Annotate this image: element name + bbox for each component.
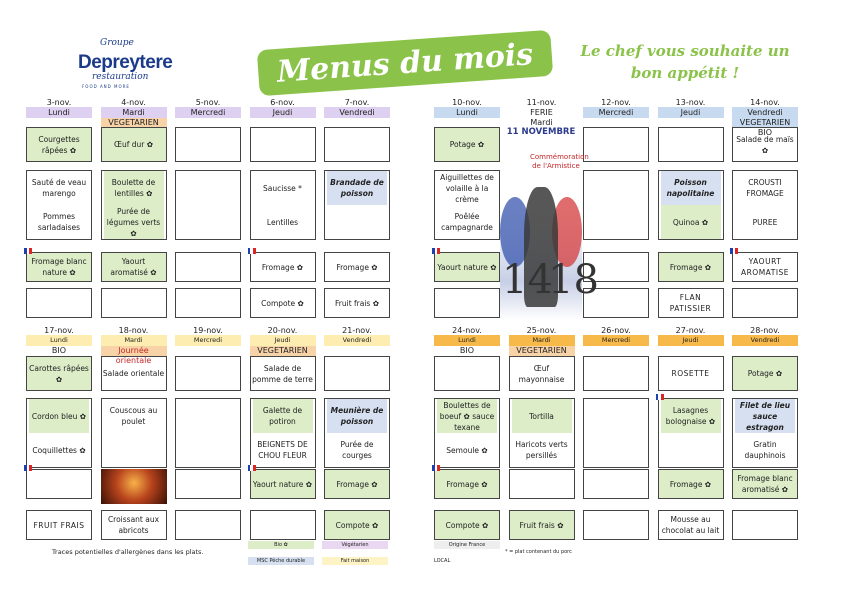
chef-line-2: bon appétit ! [630, 64, 740, 82]
menu-cell-entree [250, 356, 316, 391]
menu-cell-plat [583, 398, 649, 468]
day-date: 14-nov. [750, 98, 780, 107]
plat-main [178, 399, 238, 433]
cell-text: Carottes râpées ✿ [29, 363, 89, 384]
menu-cell-laitage [583, 469, 649, 499]
day-name: Jeudi [250, 107, 316, 118]
cell-text: Fromage blanc aromatisé ✿ [737, 474, 793, 494]
cell-text: ROSETTE [671, 369, 710, 378]
page-title: Menus du mois [275, 36, 535, 90]
menu-cell-plat [250, 398, 316, 468]
day-header-week1-0 [26, 98, 92, 128]
day-date: 25-nov. [526, 326, 557, 335]
cell-text: Fromage ✿ [336, 262, 378, 272]
menu-cell-laitage [26, 469, 92, 499]
day-name: Mercredi [583, 107, 649, 118]
cell-text: Potage ✿ [449, 140, 485, 149]
menu-cell-plat [658, 170, 724, 240]
menu-cell-entree [324, 356, 390, 391]
menu-cell-laitage [101, 252, 167, 282]
menu-cell-entree [732, 356, 798, 391]
menu-cell-laitage [26, 252, 92, 282]
poster-subtitle: Commémoration de l'Armistice [530, 153, 589, 170]
poster-title: 11 NOVEMBRE [506, 127, 576, 137]
title-banner [257, 30, 553, 96]
day-date: 27-nov. [675, 326, 706, 335]
menu-cell-dessert [324, 288, 390, 318]
menu-cell-dessert [658, 510, 724, 540]
day-date: 19-nov. [193, 326, 223, 335]
menu-cell-laitage [509, 469, 575, 499]
day-name: Mardi [101, 335, 167, 346]
day-tag: Mardi [530, 118, 553, 127]
plat-side: BEIGNETS DE CHOU FLEUR [257, 440, 308, 460]
legend-local: LOCAL [434, 558, 451, 564]
menu-cell-plat [583, 170, 649, 240]
menu-cell-entree [658, 356, 724, 391]
day-tag [175, 346, 241, 356]
menu-cell-plat [175, 170, 241, 240]
menu-cell-plat [509, 398, 575, 468]
plat-side [327, 205, 387, 239]
menu-cell-laitage [175, 252, 241, 282]
day-date: 17-nov. [44, 326, 74, 335]
plat-side: Haricots verts persillés [515, 440, 568, 460]
cell-text: Yaourt nature ✿ [437, 262, 497, 272]
day-header-week3-0 [26, 326, 92, 356]
day-name: Mercredi [583, 335, 649, 346]
origin-france-flag-icon [248, 465, 256, 471]
day-date: 7-nov. [344, 98, 370, 107]
plat-main: CROUSTI FROMAGE [746, 178, 784, 198]
menu-cell-dessert [26, 288, 92, 318]
origin-france-flag-icon [432, 465, 440, 471]
plat-side [178, 433, 238, 467]
menu-cell-entree [658, 127, 724, 162]
legend-porc: * = plat contenant du porc [505, 549, 572, 555]
cell-text: Salade de maïs ✿ [736, 134, 794, 155]
chef-message [575, 40, 795, 84]
cell-text: Fromage ✿ [261, 262, 304, 272]
day-date: 6-nov. [270, 98, 295, 107]
menu-cell-laitage [658, 252, 724, 282]
day-header-week3-2 [175, 326, 241, 356]
cell-text: Compote ✿ [335, 520, 379, 530]
menu-cell-laitage [175, 469, 241, 499]
day-header-week2-3 [658, 98, 724, 128]
logo-script-bottom: restauration [92, 72, 149, 82]
day-name: Vendredi [732, 335, 798, 346]
plat-main: Sauté de veau marengo [31, 178, 87, 198]
menu-cell-laitage [658, 469, 724, 499]
day-header-week2-4 [732, 98, 798, 137]
chef-line-1: Le chef vous souhaite un [580, 42, 790, 60]
cell-text: Fruit frais ✿ [519, 520, 564, 530]
menu-cell-plat [26, 170, 92, 240]
day-name: Vendredi [324, 107, 390, 118]
menu-cell-entree [26, 356, 92, 391]
plat-main: Aiguillettes de volaille à la crème [440, 172, 494, 204]
menu-cell-dessert [324, 510, 390, 540]
menu-cell-plat [324, 398, 390, 468]
day-name: FERIE [530, 108, 553, 117]
plat-main: Filet de lieu sauce estragon [735, 399, 795, 433]
cell-text: Yaourt aromatisé ✿ [110, 257, 157, 277]
cell-text: Compote ✿ [261, 298, 304, 308]
cell-text: Fromage ✿ [446, 479, 488, 489]
menu-cell-plat [101, 170, 167, 240]
origin-france-flag-icon [656, 394, 664, 400]
menu-cell-dessert [434, 288, 500, 318]
cell-text: Potage ✿ [747, 369, 783, 378]
plat-main: Tortilla [512, 399, 572, 433]
origin-france-flag-icon [24, 248, 32, 254]
plat-side: Lentilles [266, 217, 299, 227]
day-header-week2-0 [434, 98, 500, 128]
legend-origine: Origine France [434, 541, 500, 549]
menu-cell-dessert [434, 510, 500, 540]
day-tag: VEGETARIEN BIO [732, 118, 798, 128]
menu-cell-plat [101, 398, 167, 468]
day-header-week3-3 [250, 326, 316, 356]
cell-text: Œuf dur ✿ [113, 140, 154, 149]
day-name: Jeudi [658, 107, 724, 118]
plat-main [178, 171, 238, 205]
plat-main [586, 399, 646, 433]
cell-text: Fromage ✿ [336, 479, 378, 489]
menu-cell-laitage [434, 252, 500, 282]
day-tag: Journée orientale [101, 346, 167, 356]
poster-year-left: 14 [502, 257, 553, 303]
cell-text: FRUIT FRAIS [33, 520, 85, 530]
menu-cell-entree [175, 356, 241, 391]
plat-side: PUREE [752, 217, 778, 227]
plat-main: Couscous au poulet [109, 406, 158, 426]
day-tag: VEGETARIEN [509, 346, 575, 356]
plat-side [661, 433, 721, 467]
plat-main [586, 171, 646, 205]
legend-msc: MSC Pêche durable [248, 557, 314, 565]
plat-main: Cordon bleu ✿ [29, 399, 89, 433]
day-header-week4-1 [509, 326, 575, 356]
menu-cell-dessert [175, 288, 241, 318]
day-header-week2-1 [509, 98, 575, 128]
day-name: Mardi [509, 335, 575, 346]
day-date: 24-nov. [452, 326, 482, 335]
menu-cell-plat [175, 398, 241, 468]
plat-main: Lasagnes bolognaise ✿ [661, 399, 721, 433]
day-header-week1-4 [324, 98, 390, 128]
menu-cell-entree [434, 356, 500, 391]
plat-side [586, 205, 646, 239]
menu-cell-laitage [250, 469, 316, 499]
menu-cell-dessert [250, 288, 316, 318]
day-date: 4-nov. [121, 98, 146, 107]
menu-cell-plat [324, 170, 390, 240]
menu-cell-laitage [250, 252, 316, 282]
plat-main: Brandade de poisson [327, 171, 387, 205]
cell-text: Fruit frais ✿ [335, 298, 379, 308]
day-name: Lundi [26, 335, 92, 346]
day-header-week1-3 [250, 98, 316, 128]
day-tag: BIO [51, 346, 67, 355]
day-header-week4-4 [732, 326, 798, 356]
day-tag [583, 346, 649, 356]
menu-cell-entree [434, 127, 500, 162]
cell-text: FLAN PATISSIER [669, 293, 712, 313]
menu-cell-entree [26, 127, 92, 162]
day-tag [324, 346, 390, 356]
day-header-week1-2 [175, 98, 241, 128]
menu-cell-laitage [324, 469, 390, 499]
day-tag: BIO [459, 346, 475, 355]
menu-cell-entree [101, 356, 167, 391]
day-name: Jeudi [658, 335, 724, 346]
cell-text: Fromage blanc nature ✿ [31, 257, 87, 277]
menu-cell-plat [658, 398, 724, 468]
menu-cell-plat [732, 398, 798, 468]
oriental-image [101, 469, 167, 504]
menu-cell-plat [732, 170, 798, 240]
allergens-note: Traces potentielles d'allergènes dans les plats. [52, 548, 204, 556]
cell-text: Yaourt nature ✿ [252, 479, 313, 489]
day-date: 5-nov. [195, 98, 221, 107]
day-date: 3-nov. [46, 98, 72, 107]
day-date: 18-nov. [118, 326, 149, 335]
menu-cell-laitage [434, 469, 500, 499]
legend-vege: Végétarien [322, 541, 388, 549]
day-header-week3-4 [324, 326, 390, 356]
cell-text: Fromage ✿ [669, 262, 712, 272]
day-name: Mardi [101, 107, 167, 118]
menu-cell-dessert [658, 288, 724, 318]
day-header-week4-0 [434, 326, 500, 356]
plat-side: Coquillettes ✿ [32, 445, 86, 455]
logo-brand: Depreytere [78, 52, 173, 73]
menu-cell-plat [434, 170, 500, 240]
origin-france-flag-icon [730, 248, 738, 254]
day-tag: VEGETARIEN [101, 118, 167, 128]
day-header-week2-2 [583, 98, 649, 128]
day-name: Lundi [26, 107, 92, 118]
day-date: 26-nov. [601, 326, 631, 335]
day-tag [658, 346, 724, 356]
day-header-week3-1 [101, 326, 167, 365]
day-header-week4-2 [583, 326, 649, 356]
plat-side: Purée de légumes verts ✿ [104, 205, 164, 239]
legend-bio: Bio ✿ [248, 541, 314, 549]
plat-side: Poêlée campagnarde [441, 212, 493, 232]
origin-france-flag-icon [432, 248, 440, 254]
logo [70, 38, 195, 93]
plat-side: Semoule ✿ [446, 445, 488, 455]
plat-side: Pommes sarladaises [37, 212, 81, 232]
menu-cell-laitage [732, 252, 798, 282]
plat-side [586, 433, 646, 467]
plat-side [178, 205, 238, 239]
day-name: Lundi [434, 335, 500, 346]
day-date: 21-nov. [342, 326, 372, 335]
day-name: Jeudi [250, 335, 316, 346]
day-name: Vendredi [732, 107, 798, 118]
day-tag: VEGETARIEN [250, 346, 316, 356]
day-name: Mercredi [175, 335, 241, 346]
cell-text: Mousse au chocolat au lait [661, 515, 720, 535]
menu-cell-dessert [583, 510, 649, 540]
menu-cell-entree [250, 127, 316, 162]
menu-cell-dessert [732, 510, 798, 540]
day-tag [732, 346, 798, 356]
origin-france-flag-icon [248, 248, 256, 254]
day-header-week1-1 [101, 98, 167, 128]
plat-side: Quinoa ✿ [661, 205, 721, 239]
menu-cell-dessert [101, 510, 167, 540]
day-date: 13-nov. [675, 98, 706, 107]
menu-cell-entree [175, 127, 241, 162]
menu-cell-plat [434, 398, 500, 468]
plat-side: Gratin dauphinois [744, 440, 786, 460]
day-header-week4-3 [658, 326, 724, 356]
menu-cell-entree [732, 127, 798, 162]
plat-main: Saucisse * [263, 183, 302, 193]
menu-cell-laitage [732, 469, 798, 499]
menu-cell-entree [324, 127, 390, 162]
armistice-poster [500, 127, 599, 320]
day-date: 28-nov. [750, 326, 780, 335]
menu-cell-entree [583, 127, 649, 162]
menu-cell-plat [26, 398, 92, 468]
menu-cell-entree [101, 127, 167, 162]
cell-text: Courgettes râpées ✿ [38, 134, 80, 155]
plat-side: Purée de courges [340, 440, 374, 460]
plat-main: Galette de potiron [253, 399, 313, 433]
cell-text: Croissant aux abricots [107, 515, 160, 535]
legend-fait: Fait maison [322, 557, 388, 565]
day-name: Lundi [434, 107, 500, 118]
menu-cell-dessert [250, 510, 316, 540]
cell-text: Fromage ✿ [669, 479, 712, 489]
menu-cell-entree [509, 356, 575, 391]
day-date: 20-nov. [267, 326, 298, 335]
menu-cell-dessert [509, 510, 575, 540]
cell-text: Salade orientale [102, 369, 165, 378]
menu-cell-entree [583, 356, 649, 391]
logo-script-top: Groupe [100, 38, 134, 48]
menu-cell-laitage [324, 252, 390, 282]
menu-cell-dessert [732, 288, 798, 318]
menu-cell-dessert [175, 510, 241, 540]
day-date: 10-nov. [452, 98, 482, 107]
plat-main: Poisson napolitaine [661, 171, 721, 205]
cell-text: Compote ✿ [445, 520, 489, 530]
cell-text: Salade de pomme de terre [252, 363, 313, 384]
day-name: Mercredi [175, 107, 241, 118]
origin-france-flag-icon [24, 465, 32, 471]
menu-cell-plat [250, 170, 316, 240]
plat-main: Meunière de poisson [327, 399, 387, 433]
day-date: 12-nov. [601, 98, 631, 107]
plat-main: Boulettes de boeuf ✿ sauce texane [437, 399, 497, 433]
cell-text: Œuf mayonnaise [518, 363, 565, 384]
menu-cell-dessert [26, 510, 92, 540]
plat-main: Boulette de lentilles ✿ [104, 171, 164, 205]
menu-cell-dessert [101, 288, 167, 318]
day-date: 11-nov. [526, 98, 557, 107]
plat-side [104, 433, 164, 467]
poster-year-right: 18 [548, 257, 599, 303]
day-name: Vendredi [324, 335, 390, 346]
cell-text: YAOURT AROMATISE [740, 257, 790, 277]
logo-tag: FOOD AND MORE [82, 84, 130, 89]
